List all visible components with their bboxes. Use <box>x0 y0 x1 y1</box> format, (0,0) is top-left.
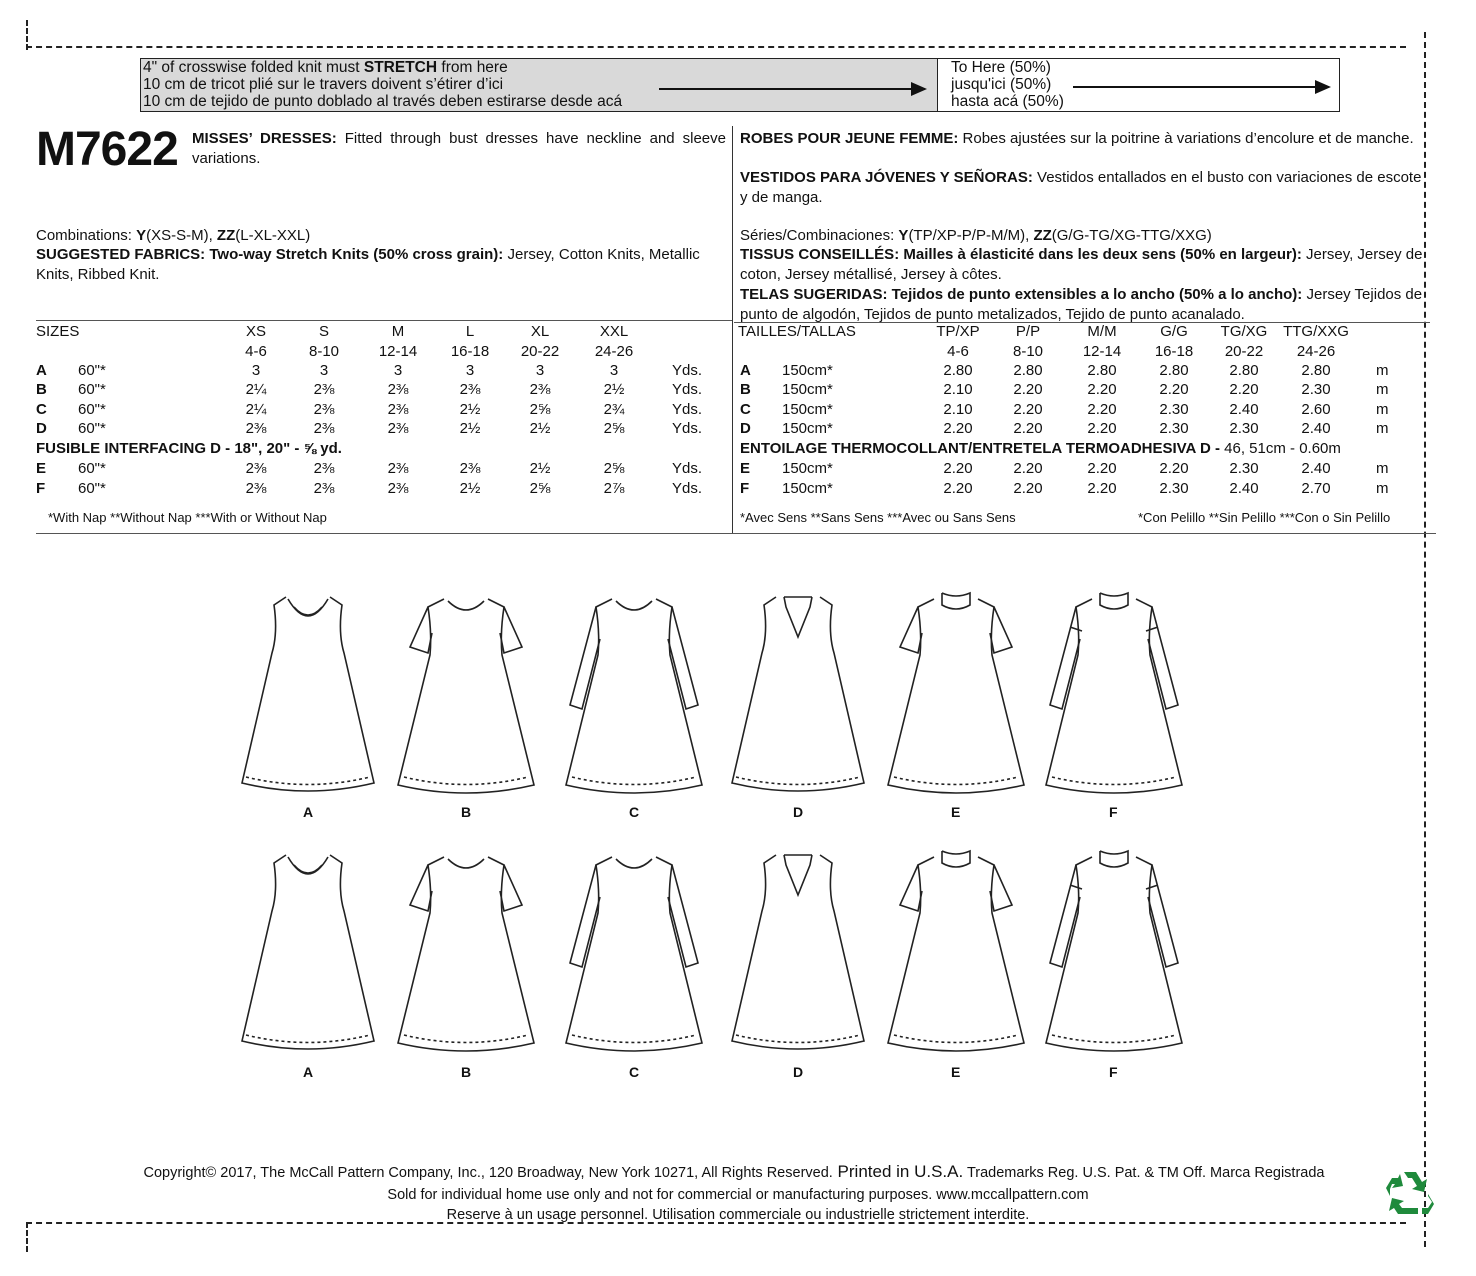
en-size-range: 8-10 <box>308 343 340 360</box>
stretch-guide-grey <box>141 59 938 111</box>
en-size-name: XS <box>245 323 266 340</box>
fr-row-value: 2.40 <box>1229 480 1259 497</box>
fr-row-value: 2.80 <box>1013 362 1043 379</box>
view-label-front: B <box>461 804 472 820</box>
fr-row-view: D <box>740 420 751 437</box>
to-here-es: hasta acá (50%) <box>951 93 1064 110</box>
en-row-unit: Yds. <box>672 420 703 437</box>
en-row-value: 2⅜ <box>313 420 335 437</box>
en-nap-note: *With Nap **Without Nap ***With or Without Nap <box>48 510 327 525</box>
en-row-view: B <box>36 381 47 398</box>
en-row-value: 2⅜ <box>387 381 409 398</box>
fr-row-value: 2.30 <box>1301 381 1331 398</box>
stretch-line-en: 4" of crosswise folded knit must STRETCH from here <box>143 59 508 76</box>
en-row-view: A <box>36 362 47 379</box>
en-row-value: 2⅝ <box>603 420 625 437</box>
en-size-name: M <box>391 323 405 340</box>
fr-combinations: Séries/Combinaciones: Y(TP/XP-P/P-M/M), ZZ(G/G-TG/XG-TTG/XXG) <box>740 227 1212 244</box>
fr-size-name: TTG/XXG <box>1283 323 1349 340</box>
fr-row-value: 2.20 <box>1159 381 1189 398</box>
en-row-width: 60"* <box>78 362 106 379</box>
en-row-value: 2⅜ <box>387 480 409 497</box>
fr-row-value: 2.30 <box>1159 420 1189 437</box>
en-row-value: 2⅜ <box>387 460 409 477</box>
en-row-value: 2½ <box>529 460 551 477</box>
fr-row-value: 2.10 <box>943 401 973 418</box>
en-row-unit: Yds. <box>672 460 703 477</box>
en-row-value: 2⅜ <box>459 460 481 477</box>
stretch-arrow-right <box>1073 86 1329 88</box>
en-row-width: 60"* <box>78 480 106 497</box>
es-nap-note: *Con Pelillo **Sin Pelillo ***Con o Sin Pelillo <box>1138 510 1391 525</box>
fr-row-width: 150cm* <box>782 420 833 437</box>
en-row-width: 60"* <box>78 420 106 437</box>
rule-bottom <box>36 533 1436 534</box>
en-row-value: 2⅞ <box>603 480 625 497</box>
dress-view-back-0 <box>228 846 388 1066</box>
fr-row-value: 2.30 <box>1229 460 1259 477</box>
footer-line-2: Sold for individual home use only and not for commercial or manufacturing purposes. www.mccallpattern.com <box>387 1187 1089 1203</box>
view-label-back: F <box>1109 1064 1118 1080</box>
en-row-value: 2⅜ <box>313 460 335 477</box>
fr-row-value: 2.70 <box>1301 480 1331 497</box>
fr-row-width: 150cm* <box>782 480 833 497</box>
es-fabrics: TELAS SUGERIDAS: Tejidos de punto extensibles a lo ancho (50% a lo ancho): Jersey Tejidos de punto de algodón, Tejidos de punto metalizados, Tejido de punto acanalado. <box>740 286 1423 323</box>
fr-row-value: 2.40 <box>1229 401 1259 418</box>
en-row-width: 60"* <box>78 381 106 398</box>
dress-view-back-2 <box>554 846 714 1066</box>
fr-row-value: 2.20 <box>1087 420 1117 437</box>
en-row-value: 3 <box>535 362 545 379</box>
fr-size-name: G/G <box>1160 323 1188 340</box>
en-row-value: 2⅜ <box>313 401 335 418</box>
en-interfacing: FUSIBLE INTERFACING D - 18", 20" - ⅝ yd. <box>36 440 342 457</box>
en-row-value: 3 <box>609 362 619 379</box>
en-row-value: 2⅜ <box>529 381 551 398</box>
cut-line-top <box>26 46 1406 48</box>
en-row-value: 2⅜ <box>459 381 481 398</box>
dress-view-back-3 <box>718 846 878 1066</box>
en-row-value: 2⅝ <box>529 480 551 497</box>
en-size-range: 24-26 <box>594 343 634 360</box>
fr-row-value: 2.20 <box>1013 401 1043 418</box>
fr-interfacing <box>740 439 1341 458</box>
dress-view-back-4 <box>876 846 1036 1066</box>
view-label-front: C <box>629 804 640 820</box>
fr-fabrics: TISSUS CONSEILLÉS: Mailles à élasticité dans les deux sens (50% en largeur): Jersey, Jersey de coton, Jersey métallisé, Jersey à côtes. <box>740 246 1423 283</box>
pattern-number: M7622 <box>36 123 178 176</box>
fr-row-value: 2.80 <box>1159 362 1189 379</box>
en-row-value: 2⅜ <box>387 401 409 418</box>
footer-line-1: Copyright© 2017, The McCall Pattern Company, Inc., 120 Broadway, New York 10271, All Rights Reserved. Printed in U.S.A. Trademarks Reg. U.S. Pat. & TM Off. Marca Registrada <box>143 1162 1325 1181</box>
fr-row-value: 2.20 <box>1087 401 1117 418</box>
en-description: MISSES’ DRESSES: Fitted through bust dresses have neckline and sleeve variations. <box>192 130 726 167</box>
en-size-name: L <box>465 323 475 340</box>
en-row-value: 3 <box>251 362 261 379</box>
fr-size-name: TG/XG <box>1220 323 1268 340</box>
fr-size-range: 8-10 <box>1012 343 1044 360</box>
stretch-line-es: 10 cm de tejido de punto doblado al través deben estirarse desde acá <box>143 93 623 110</box>
fr-row-view: B <box>740 381 751 398</box>
cut-line-left-top <box>26 20 28 50</box>
en-row-value: 2¼ <box>245 401 267 418</box>
fr-row-width: 150cm* <box>782 381 833 398</box>
fr-row-width: 150cm* <box>782 401 833 418</box>
view-label-back: A <box>303 1064 314 1080</box>
fr-description: ROBES POUR JEUNE FEMME: Robes ajustées sur la poitrine à variations d’encolure et de manche. <box>740 130 1414 147</box>
en-row-value: 2⅜ <box>313 381 335 398</box>
en-row-view: E <box>36 460 47 477</box>
en-row-value: 2½ <box>459 401 481 418</box>
view-label-front: D <box>793 804 804 820</box>
fr-size-name: P/P <box>1015 323 1041 340</box>
en-row-value: 2⅜ <box>245 480 267 497</box>
en-row-value: 3 <box>393 362 403 379</box>
fr-row-unit: m <box>1376 401 1389 418</box>
dress-view-front-2 <box>554 588 714 808</box>
en-size-name: XL <box>530 323 550 340</box>
en-size-name: S <box>318 323 329 340</box>
fr-size-range: 4-6 <box>947 343 969 360</box>
en-size-range: 4-6 <box>245 343 267 360</box>
en-row-view: D <box>36 420 47 437</box>
view-label-front: A <box>303 804 314 820</box>
en-row-unit: Yds. <box>672 480 703 497</box>
en-row-value: 2⅝ <box>603 460 625 477</box>
fr-row-value: 2.40 <box>1301 420 1331 437</box>
dress-view-front-5 <box>1034 588 1194 808</box>
dress-view-front-1 <box>386 588 546 808</box>
dress-view-back-5 <box>1034 846 1194 1066</box>
fr-row-unit: m <box>1376 381 1389 398</box>
en-row-value: 2½ <box>603 381 625 398</box>
cut-line-right <box>1424 32 1426 1247</box>
en-row-value: 2¾ <box>603 401 625 418</box>
view-label-back: C <box>629 1064 640 1080</box>
en-row-value: 2½ <box>529 420 551 437</box>
fr-row-value: 2.20 <box>1013 460 1043 477</box>
en-size-range: 20-22 <box>520 343 560 360</box>
view-label-back: D <box>793 1064 804 1080</box>
fr-row-value: 2.80 <box>1087 362 1117 379</box>
fr-row-value: 2.30 <box>1159 480 1189 497</box>
fr-row-value: 2.20 <box>1087 480 1117 497</box>
en-row-unit: Yds. <box>672 381 703 398</box>
en-row-value: 2⅝ <box>529 401 551 418</box>
en-size-range: 16-18 <box>450 343 490 360</box>
fr-nap-note: *Avec Sens **Sans Sens ***Avec ou Sans Sens <box>740 510 1016 525</box>
fr-size-range: 20-22 <box>1224 343 1264 360</box>
fr-row-value: 2.20 <box>943 420 973 437</box>
en-row-value: 2½ <box>459 420 481 437</box>
fr-row-value: 2.30 <box>1229 420 1259 437</box>
rule-top-left <box>36 320 732 321</box>
fr-row-value: 2.20 <box>1229 381 1259 398</box>
en-row-view: F <box>36 480 46 497</box>
en-row-width: 60"* <box>78 460 106 477</box>
fr-row-value: 2.30 <box>1159 401 1189 418</box>
en-combinations: Combinations: Y(XS-S-M), ZZ(L-XL-XXL) <box>36 227 311 244</box>
fr-row-view: C <box>740 401 751 418</box>
fr-row-value: 2.60 <box>1301 401 1331 418</box>
column-divider <box>732 126 733 534</box>
fr-row-value: 2.20 <box>943 460 973 477</box>
en-row-view: C <box>36 401 47 418</box>
view-label-back: B <box>461 1064 472 1080</box>
footer-line-3: Reserve à un usage personnel. Utilisation commerciale ou industrielle strictement interdite. <box>446 1207 1030 1223</box>
en-row-unit: Yds. <box>672 362 703 379</box>
en-row-value: 2⅜ <box>245 420 267 437</box>
fr-row-view: F <box>740 480 750 497</box>
to-here-fr: jusqu'ici (50%) <box>951 76 1052 93</box>
cut-line-left-bottom <box>26 1222 28 1252</box>
fr-row-value: 2.20 <box>1013 480 1043 497</box>
fr-row-view: A <box>740 362 751 379</box>
en-row-value: 2⅜ <box>245 460 267 477</box>
view-label-back: E <box>951 1064 961 1080</box>
dress-view-front-4 <box>876 588 1036 808</box>
view-label-front: E <box>951 804 961 820</box>
fr-row-value: 2.10 <box>943 381 973 398</box>
en-row-value: 2⅜ <box>313 480 335 497</box>
dress-view-front-0 <box>228 588 388 808</box>
en-row-value: 3 <box>465 362 475 379</box>
fr-row-value: 2.20 <box>943 480 973 497</box>
stretch-arrow-left <box>659 88 925 90</box>
stretch-guide <box>140 58 1340 112</box>
fr-row-unit: m <box>1376 480 1389 497</box>
fr-size-range: 12-14 <box>1082 343 1122 360</box>
en-sizes-label: SIZES <box>36 323 80 340</box>
dress-view-front-3 <box>718 588 878 808</box>
fr-size-name: TP/XP <box>936 323 980 340</box>
fr-row-value: 2.20 <box>1159 460 1189 477</box>
recycle-icon <box>1384 1168 1436 1216</box>
fr-interfacing-label: ENTOILAGE THERMOCOLLANT/ENTRETELA TERMOADHESIVA D - <box>740 440 1220 457</box>
en-row-value: 2¼ <box>245 381 267 398</box>
fr-interfacing-amount: 46, 51cm - 0.60m <box>1220 440 1341 457</box>
fr-row-unit: m <box>1376 362 1389 379</box>
fr-size-name: M/M <box>1087 323 1117 340</box>
to-here-en: To Here (50%) <box>951 59 1051 76</box>
fr-row-unit: m <box>1376 460 1389 477</box>
dress-view-back-1 <box>386 846 546 1066</box>
en-row-value: 2½ <box>459 480 481 497</box>
en-size-range: 12-14 <box>378 343 418 360</box>
fr-size-range: 16-18 <box>1154 343 1194 360</box>
view-label-front: F <box>1109 804 1118 820</box>
fr-row-unit: m <box>1376 420 1389 437</box>
fr-row-value: 2.20 <box>1087 381 1117 398</box>
fr-row-view: E <box>740 460 751 477</box>
fr-row-value: 2.20 <box>1013 381 1043 398</box>
fr-row-value: 2.20 <box>1087 460 1117 477</box>
en-row-unit: Yds. <box>672 401 703 418</box>
en-row-value: 3 <box>319 362 329 379</box>
es-description: VESTIDOS PARA JÓVENES Y SEÑORAS: Vestidos entallados en el busto con variaciones de escote y de manga. <box>740 169 1422 206</box>
fr-row-value: 2.80 <box>1229 362 1259 379</box>
fr-row-value: 2.20 <box>1013 420 1043 437</box>
en-row-value: 2⅜ <box>387 420 409 437</box>
fr-row-value: 2.80 <box>1301 362 1331 379</box>
fr-row-width: 150cm* <box>782 460 833 477</box>
fr-row-value: 2.40 <box>1301 460 1331 477</box>
en-fabrics: SUGGESTED FABRICS: Two-way Stretch Knits (50% cross grain): Jersey, Cotton Knits, Metallic Knits, Ribbed Knit. <box>36 246 700 283</box>
fr-row-value: 2.80 <box>943 362 973 379</box>
fr-size-range: 24-26 <box>1296 343 1336 360</box>
fr-sizes-label: TAILLES/TALLAS <box>738 323 856 340</box>
fr-row-width: 150cm* <box>782 362 833 379</box>
en-row-width: 60"* <box>78 401 106 418</box>
stretch-line-fr: 10 cm de tricot plié sur le travers doivent s’étirer d’ici <box>143 76 504 93</box>
en-size-name: XXL <box>599 323 629 340</box>
